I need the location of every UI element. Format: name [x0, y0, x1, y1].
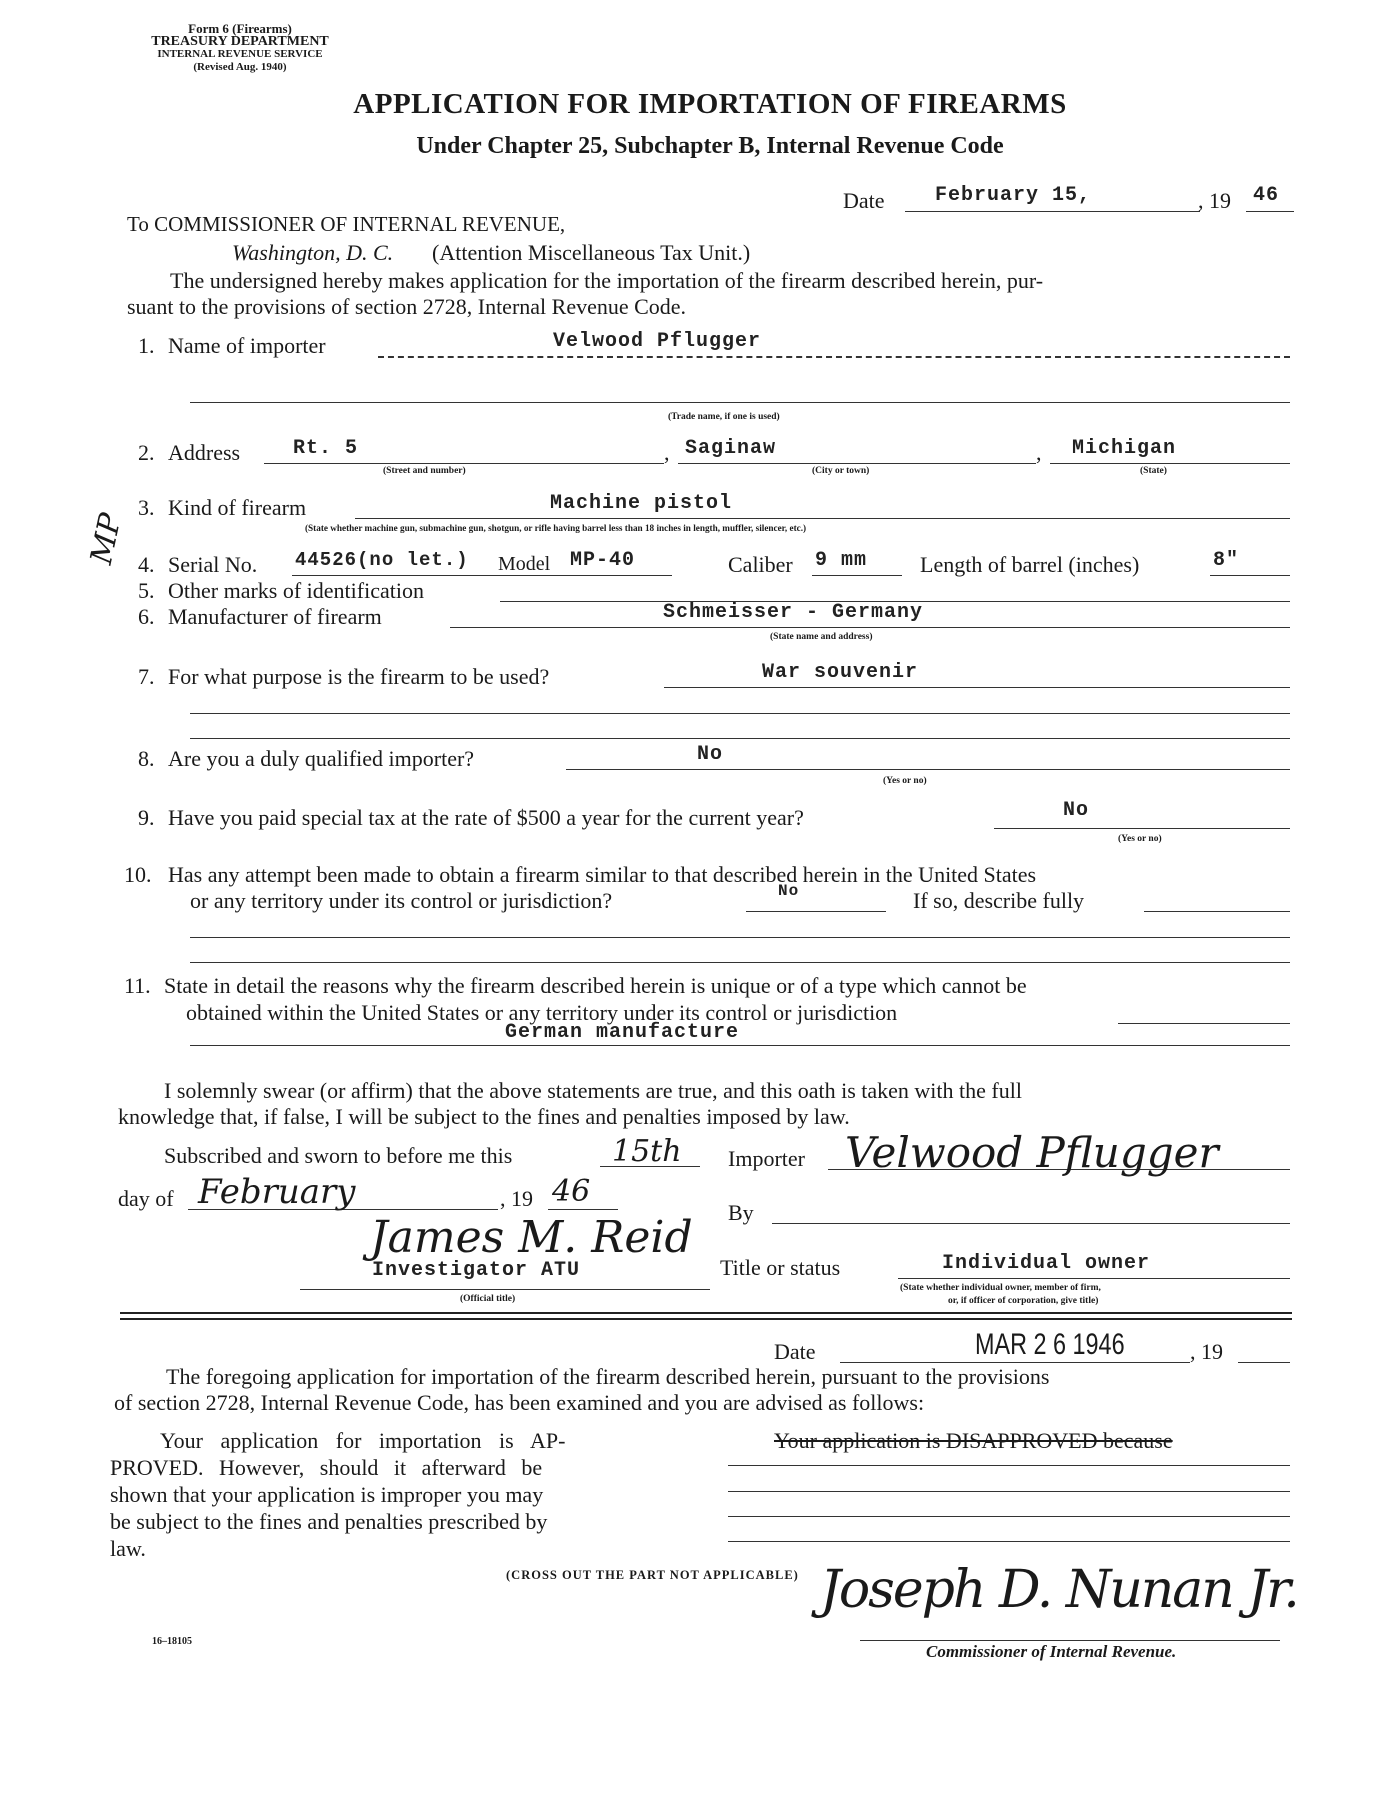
q4-caliber-label: Caliber	[728, 552, 793, 577]
q7-line-2	[190, 713, 1290, 714]
decision-date-line	[840, 1362, 1190, 1363]
serial-number: 44526(no let.)	[295, 549, 469, 571]
q2-state-line	[1050, 463, 1290, 464]
officer-signature: James M. Reid	[370, 1212, 693, 1263]
q3-line	[355, 518, 1290, 519]
approved-line-3: shown that your application is improper you may	[110, 1482, 544, 1507]
sworn-label: Subscribed and sworn to before me this	[164, 1143, 513, 1168]
title-status-label: Title or status	[720, 1255, 841, 1280]
disapproved-line-4	[728, 1541, 1290, 1542]
q8-caption: (Yes or no)	[883, 776, 927, 786]
q1-trade-line	[190, 402, 1290, 403]
cross-out-note: (CROSS OUT THE PART NOT APPLICABLE)	[506, 1568, 799, 1582]
model: MP-40	[570, 549, 636, 572]
q9-label: Have you paid special tax at the rate of $500 a year for the current year?	[168, 805, 804, 830]
firearm-kind: Machine pistol	[550, 492, 733, 515]
decision-intro-2: of section 2728, Internal Revenue Code, has been examined and you are advised as follows:	[114, 1390, 925, 1415]
decision-date-stamp: MAR 2 6 1946	[975, 1328, 1125, 1361]
q1-caption: (Trade name, if one is used)	[668, 412, 780, 422]
decision-date-label: Date	[774, 1339, 816, 1364]
q2-caption-city: (City or town)	[812, 466, 870, 476]
disapproved-line-2	[728, 1491, 1290, 1492]
form-number: Form 6 (Firearms)	[188, 21, 292, 36]
q11-number: 11.	[124, 973, 151, 998]
q10-line-1: Has any attempt been made to obtain a firearm similar to that described herein in the United States	[168, 862, 1037, 887]
addressee-city: Washington, D. C.	[232, 240, 394, 265]
title-caption-1: (State whether individual owner, member of firm,	[900, 1283, 1101, 1293]
q1-line	[378, 356, 1290, 358]
q5-number: 5.	[138, 578, 155, 603]
official-title-caption: (Official title)	[460, 1294, 516, 1304]
q2-caption-state: (State)	[1140, 466, 1167, 476]
q4-barrel-line	[1210, 575, 1290, 576]
q7-label: For what purpose is the firearm to be used?	[168, 664, 550, 689]
importer-label: Importer	[728, 1146, 805, 1171]
print-code: 16–18105	[152, 1636, 192, 1647]
address-city: Saginaw	[685, 437, 777, 460]
q4-caliber-line	[812, 575, 902, 576]
q1-number: 1.	[138, 333, 155, 358]
approved-line-1: Your application for importation is AP-	[160, 1428, 566, 1453]
q10-line-3	[190, 937, 1290, 938]
disapproved-text: Your application is DISAPPROVED because	[774, 1428, 1173, 1453]
q1-label: Name of importer	[168, 333, 326, 358]
q6-label: Manufacturer of firearm	[168, 604, 382, 629]
q2-street-line	[264, 463, 664, 464]
special-tax-paid: No	[1063, 799, 1090, 822]
title-caption-2: or, if officer of corporation, give title)	[948, 1296, 1099, 1306]
department: TREASURY DEPARTMENT	[151, 34, 329, 49]
sworn-year-prefix: , 19	[500, 1186, 533, 1211]
q9-number: 9.	[138, 805, 155, 830]
unique-reason: German manufacture	[505, 1021, 740, 1044]
q4-number: 4.	[138, 552, 155, 577]
commissioner-label: Commissioner of Internal Revenue.	[926, 1642, 1177, 1661]
title-status: Individual owner	[942, 1252, 1151, 1275]
q5-label: Other marks of identification	[168, 578, 424, 603]
oath-line-1: I solemnly swear (or affirm) that the above statements are true, and this oath is taken with the full	[164, 1078, 1022, 1103]
date-line	[905, 211, 1200, 212]
date-year-line	[1246, 211, 1294, 212]
q4-barrel-label: Length of barrel (inches)	[920, 552, 1140, 577]
addressee-line: To COMMISSIONER OF INTERNAL REVENUE,	[127, 212, 566, 236]
q9-line	[994, 828, 1290, 829]
q9-caption: (Yes or no)	[1118, 834, 1162, 844]
q11-line-b	[190, 1045, 1290, 1046]
revised: (Revised Aug. 1940)	[193, 61, 287, 73]
q10-line-4	[190, 962, 1290, 963]
q2-label: Address	[168, 440, 241, 465]
q7-number: 7.	[138, 664, 155, 689]
sworn-year-line	[548, 1209, 618, 1210]
disapproved-line-3	[728, 1516, 1290, 1517]
form-header	[120, 22, 360, 74]
intro-line-1: The undersigned hereby makes application for the importation of the firearm described herein, pur-	[170, 268, 1044, 293]
q8-label: Are you a duly qualified importer?	[168, 746, 475, 771]
q2-caption-street: (Street and number)	[383, 466, 466, 476]
q4-label: Serial No.	[168, 552, 258, 577]
margin-mark: MP	[84, 510, 129, 568]
sworn-year: 46	[552, 1174, 591, 1209]
oath-line-2: knowledge that, if false, I will be subject to the fines and penalties imposed by law.	[118, 1104, 850, 1129]
section-divider-1	[120, 1312, 1292, 1314]
official-title-line	[300, 1289, 710, 1290]
address-state: Michigan	[1072, 437, 1177, 460]
q3-label: Kind of firearm	[168, 495, 307, 520]
qualified-importer: No	[697, 743, 724, 766]
q2-comma-1: ,	[664, 440, 670, 465]
section-divider-2	[120, 1318, 1292, 1320]
sworn-month: February	[198, 1172, 356, 1212]
date-label: Date	[843, 188, 885, 213]
q2-city-line	[678, 463, 1036, 464]
q10-if-so: If so, describe fully	[913, 888, 1085, 913]
addressee-attention: (Attention Miscellaneous Tax Unit.)	[432, 240, 751, 265]
q2-comma-2: ,	[1036, 440, 1042, 465]
approved-line-4: be subject to the fines and penalties prescribed by	[110, 1509, 548, 1534]
sworn-day: 15th	[612, 1134, 682, 1169]
importer-signature: Velwood Pflugger	[845, 1128, 1219, 1177]
q6-number: 6.	[138, 604, 155, 629]
barrel-length: 8"	[1213, 549, 1240, 572]
day-of-label: day of	[118, 1186, 174, 1211]
q11-line-2: obtained within the United States or any territory under its control or jurisdiction	[186, 1000, 898, 1025]
service: INTERNAL REVENUE SERVICE	[157, 48, 323, 60]
q10-line-2: or any territory under its control or jurisdiction?	[190, 888, 613, 913]
q3-caption: (State whether machine gun, submachine gun, shotgun, or rifle having barrel less than 18 inches in length, muffler, silencer, etc.)	[305, 523, 807, 533]
approved-line-5: law.	[110, 1536, 146, 1561]
title-status-line	[898, 1278, 1290, 1279]
decision-intro-1: The foregoing application for importation of the firearm described herein, pursuant to the provisions	[166, 1364, 1050, 1389]
disapproved-line-1	[728, 1465, 1290, 1466]
by-line	[772, 1223, 1290, 1224]
official-title: Investigator ATU	[372, 1259, 581, 1282]
date-year-prefix: , 19	[1198, 188, 1231, 213]
q6-line	[450, 627, 1290, 628]
commissioner-signature: Joseph D. Nunan Jr.	[820, 1560, 1298, 1620]
prior-attempt: No	[778, 882, 800, 900]
q10-number: 10.	[124, 862, 152, 887]
commissioner-line	[860, 1640, 1280, 1641]
q4-serial-line	[292, 575, 672, 576]
q11-line-a	[1118, 1023, 1290, 1024]
decision-year-prefix: , 19	[1190, 1339, 1223, 1364]
page-title: APPLICATION FOR IMPORTATION OF FIREARMS	[353, 88, 1067, 120]
page-subtitle: Under Chapter 25, Subchapter B, Internal Revenue Code	[416, 133, 1004, 159]
approved-line-2: PROVED. However, should it afterward be	[110, 1455, 543, 1480]
intro-line-2: suant to the provisions of section 2728, Internal Revenue Code.	[127, 294, 687, 319]
q10-describe-line	[1144, 911, 1290, 912]
by-label: By	[728, 1200, 754, 1225]
address-street: Rt. 5	[293, 437, 359, 460]
q10-answer-line	[746, 911, 886, 912]
q8-line	[566, 769, 1290, 770]
q8-number: 8.	[138, 746, 155, 771]
q7-line-3	[190, 738, 1290, 739]
q4-model-label: Model	[498, 553, 551, 575]
q6-caption: (State name and address)	[770, 632, 873, 642]
q2-number: 2.	[138, 440, 155, 465]
date-year: 46	[1253, 184, 1280, 207]
purpose: War souvenir	[762, 661, 919, 684]
caliber: 9 mm	[815, 549, 868, 572]
q3-number: 3.	[138, 495, 155, 520]
date-value: February 15,	[935, 184, 1092, 207]
decision-year-line	[1238, 1362, 1290, 1363]
q11-line-1: State in detail the reasons why the firearm described herein is unique or of a type which cannot be	[164, 973, 1027, 998]
q7-line	[664, 687, 1290, 688]
manufacturer: Schmeisser - Germany	[663, 601, 924, 624]
importer-name: Velwood Pflugger	[553, 330, 762, 353]
